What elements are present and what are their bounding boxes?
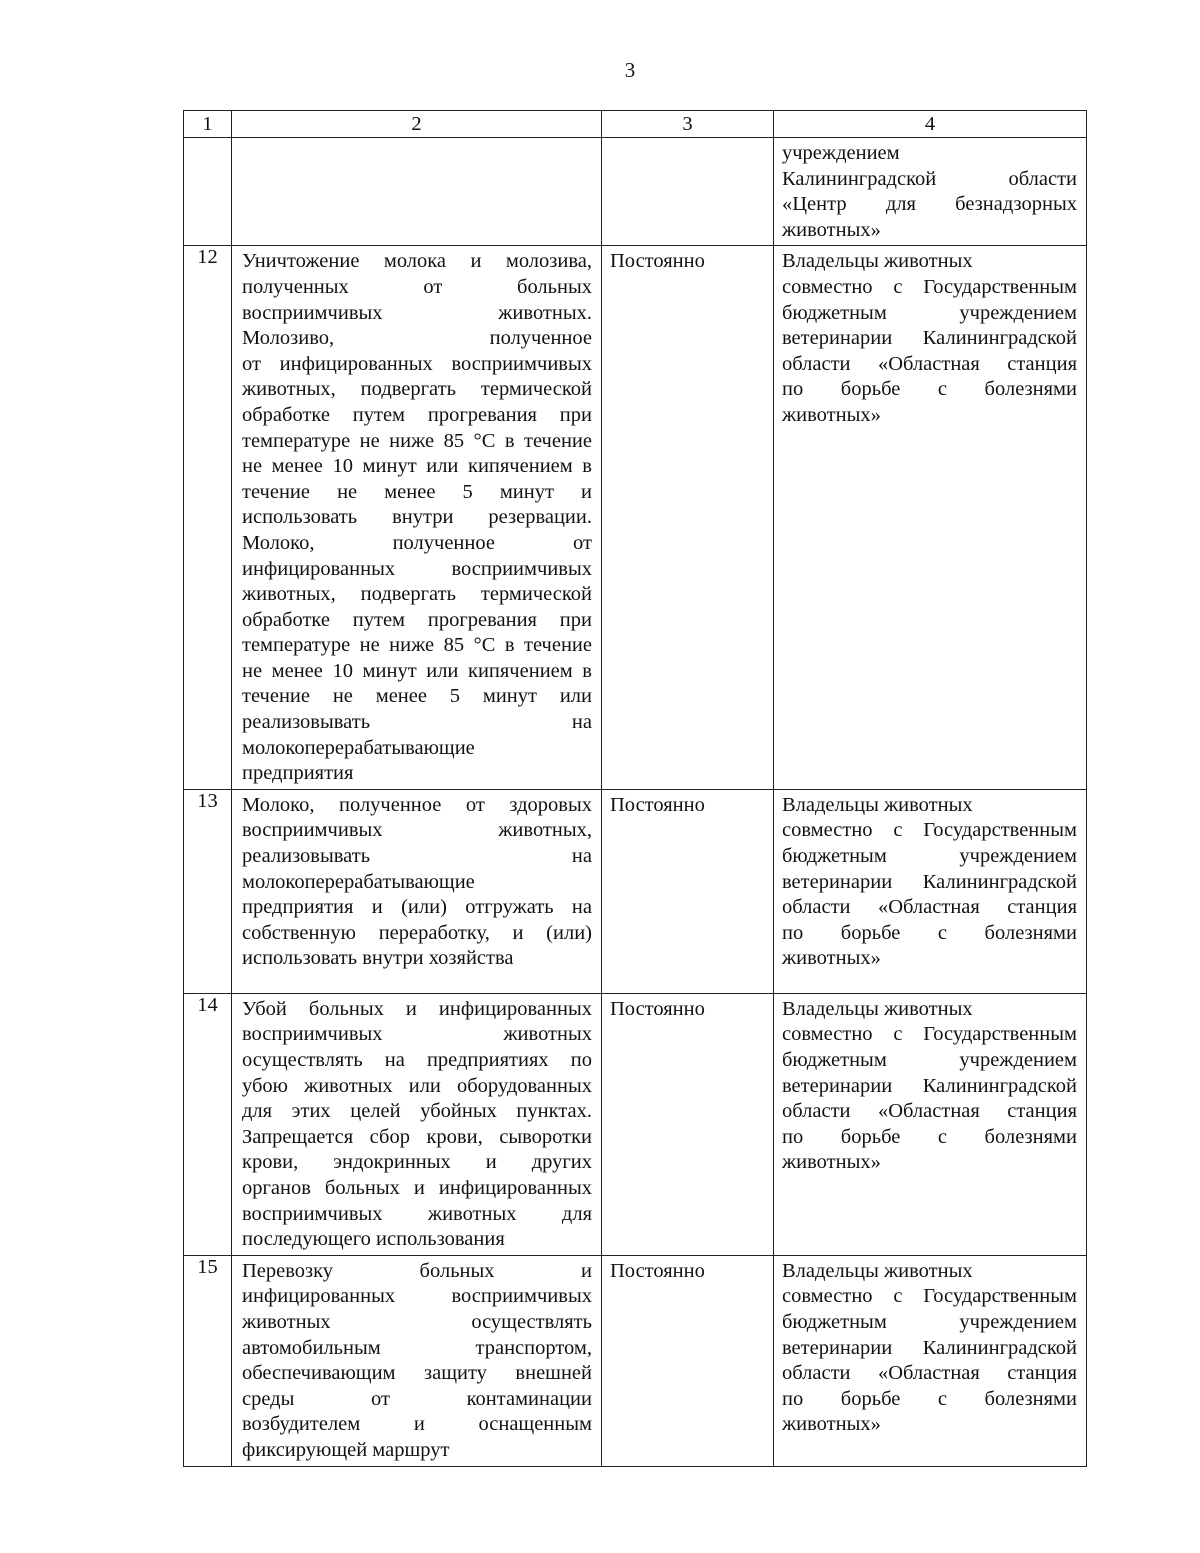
- text-line: Владельцы животных: [782, 793, 973, 816]
- text-line: молокоперерабатывающие: [242, 736, 475, 759]
- text-line: Убой больных и инфицированных: [242, 997, 592, 1020]
- text-line: органов больных и инфицированных: [242, 1177, 592, 1199]
- text-line: области «Областная станция: [782, 896, 1077, 919]
- text-line: предприятия: [242, 762, 354, 785]
- text-line: по борьбе с болезнями: [782, 378, 1077, 401]
- text-line: крови, эндокринных и других: [242, 1151, 592, 1174]
- text-line: ветеринарии Калининградской: [782, 1336, 1077, 1359]
- text-line: инфицированных восприимчивых: [242, 557, 592, 580]
- measure-cell: [232, 993, 602, 1255]
- text-line: от инфицированных восприимчивых: [242, 352, 592, 375]
- text-line: среды от контаминации: [242, 1387, 592, 1410]
- measures-table: [183, 110, 1087, 1467]
- text-line: использовать внутри резервации.: [242, 506, 592, 529]
- column-header: 3: [602, 111, 774, 138]
- text-line: животных осуществлять: [242, 1310, 592, 1333]
- text-line: не менее 10 минут или кипячением в: [242, 659, 592, 682]
- text-line: течение не менее 5 минут и: [242, 480, 592, 503]
- term-text: Постоянно: [610, 1259, 705, 1282]
- responsible-cell: [774, 993, 1087, 1255]
- text-line: совместно с Государственным: [782, 275, 1077, 298]
- term-cell: [602, 789, 774, 993]
- text-line: температуре не ниже 85 °С в течение: [242, 634, 592, 657]
- text-line: ветеринарии Калининградской: [782, 870, 1077, 893]
- measure-text: [232, 246, 601, 788]
- text-line: не менее 10 минут или кипячением в: [242, 455, 592, 478]
- text-line: осуществлять на предприятиях по: [242, 1049, 592, 1072]
- text-line: обеспечивающим защиту внешней: [242, 1362, 592, 1385]
- row-number: 15: [184, 1255, 232, 1466]
- text-line: учреждением: [782, 142, 900, 164]
- text-line: области «Областная станция: [782, 1362, 1077, 1385]
- text-line: Запрещается сбор крови, сыворотки: [242, 1125, 592, 1148]
- text-line: для этих целей убойных пунктах.: [242, 1100, 592, 1123]
- text-line: Владельцы животных: [782, 250, 973, 273]
- text-line: течение не менее 5 минут или: [242, 685, 592, 708]
- text-line: Молоко, полученное от: [242, 531, 592, 554]
- table-row: [184, 789, 1087, 993]
- text-line: животных»: [782, 1413, 881, 1436]
- text-line: инфицированных восприимчивых: [242, 1285, 592, 1308]
- text-line: ветеринарии Калининградской: [782, 1074, 1077, 1097]
- term-cell: [602, 246, 774, 789]
- row-number: 13: [184, 789, 232, 993]
- text-line: восприимчивых животных,: [242, 819, 592, 842]
- text-line: совместно с Государственным: [782, 819, 1077, 842]
- row-number: 14: [184, 993, 232, 1255]
- text-line: бюджетным учреждением: [782, 845, 1077, 868]
- column-header: 2: [232, 111, 602, 138]
- text-line: животных»: [782, 947, 881, 970]
- responsible-text: [774, 1256, 1086, 1440]
- num-cell: [184, 138, 232, 246]
- text-line: возбудителем и оснащенным: [242, 1413, 592, 1436]
- text-line: Молозиво, полученное: [242, 327, 592, 350]
- responsible-text: [774, 994, 1086, 1178]
- text-line: животных»: [782, 1151, 881, 1174]
- measure-cell: [232, 138, 602, 246]
- text-line: собственную переработку, и (или): [242, 921, 592, 944]
- text-line: восприимчивых животных для: [242, 1202, 592, 1225]
- text-line: по борьбе с болезнями: [782, 921, 1077, 944]
- text-line: последующего использования: [242, 1228, 505, 1251]
- measure-cell: [232, 246, 602, 789]
- text-line: бюджетным учреждением: [782, 1310, 1077, 1333]
- measure-text: [232, 1256, 601, 1466]
- text-line: области «Областная станция: [782, 352, 1077, 375]
- text-line: животных»: [782, 218, 881, 241]
- responsible-cell: [774, 246, 1087, 789]
- text-line: молокоперерабатывающие: [242, 870, 475, 893]
- responsible-text: [774, 790, 1086, 974]
- text-line: совместно с Государственным: [782, 1285, 1077, 1308]
- text-line: Владельцы животных: [782, 1259, 973, 1282]
- text-line: Калининградской области: [782, 167, 1077, 190]
- measure-text: [232, 994, 601, 1255]
- text-line: использовать внутри хозяйства: [242, 947, 514, 970]
- responsible-text: [774, 246, 1086, 430]
- responsible-cell: [774, 789, 1087, 993]
- text-line: реализовывать на: [242, 845, 592, 868]
- table-row: [184, 246, 1087, 789]
- text-line: по борьбе с болезнями: [782, 1387, 1077, 1410]
- text-line: восприимчивых животных.: [242, 301, 592, 324]
- page-number: 3: [624, 58, 636, 82]
- table-header-row: [184, 111, 1087, 138]
- text-line: животных, подвергать термической: [242, 583, 592, 606]
- term-cell: [602, 138, 774, 246]
- term-cell: [602, 993, 774, 1255]
- text-line: обработке путем прогревания при: [242, 608, 592, 631]
- text-line: совместно с Государственным: [782, 1023, 1077, 1046]
- table-row: [184, 993, 1087, 1255]
- term-text: Постоянно: [610, 793, 705, 816]
- text-line: животных»: [782, 403, 881, 426]
- measure-cell: [232, 789, 602, 993]
- text-line: реализовывать на: [242, 711, 592, 734]
- text-line: ветеринарии Калининградской: [782, 327, 1077, 350]
- text-line: убою животных или оборудованных: [242, 1074, 592, 1097]
- term-text: Постоянно: [610, 250, 705, 273]
- responsible-text: [774, 138, 1086, 245]
- text-line: бюджетным учреждением: [782, 1049, 1077, 1072]
- text-line: по борьбе с болезнями: [782, 1125, 1077, 1148]
- text-line: «Центр для безнадзорных: [782, 193, 1077, 216]
- text-line: автомобильным транспортом,: [242, 1336, 592, 1359]
- text-line: Уничтожение молока и молозива,: [242, 250, 592, 273]
- text-line: температуре не ниже 85 °С в течение: [242, 429, 592, 452]
- column-header: 1: [184, 111, 232, 138]
- responsible-cell: [774, 1255, 1087, 1466]
- text-line: полученных от больных: [242, 275, 592, 298]
- text-line: области «Областная станция: [782, 1100, 1077, 1123]
- text-line: Перевозку больных и: [242, 1259, 592, 1282]
- table-row: [184, 1255, 1087, 1466]
- term-text: Постоянно: [610, 997, 705, 1020]
- text-line: предприятия и (или) отгружать на: [242, 896, 592, 919]
- text-line: Молоко, полученное от здоровых: [242, 793, 592, 816]
- table-row-continuation: [184, 138, 1087, 246]
- term-cell: [602, 1255, 774, 1466]
- responsible-cell: [774, 138, 1087, 246]
- text-line: Владельцы животных: [782, 997, 973, 1020]
- text-line: животных, подвергать термической: [242, 378, 592, 401]
- text-line: фиксирующей маршрут: [242, 1438, 450, 1461]
- text-line: обработке путем прогревания при: [242, 403, 592, 426]
- column-header: 4: [774, 111, 1087, 138]
- row-number: 12: [184, 246, 232, 789]
- measure-text: [232, 790, 601, 974]
- measure-cell: [232, 1255, 602, 1466]
- text-line: бюджетным учреждением: [782, 301, 1077, 324]
- text-line: восприимчивых животных: [242, 1023, 592, 1046]
